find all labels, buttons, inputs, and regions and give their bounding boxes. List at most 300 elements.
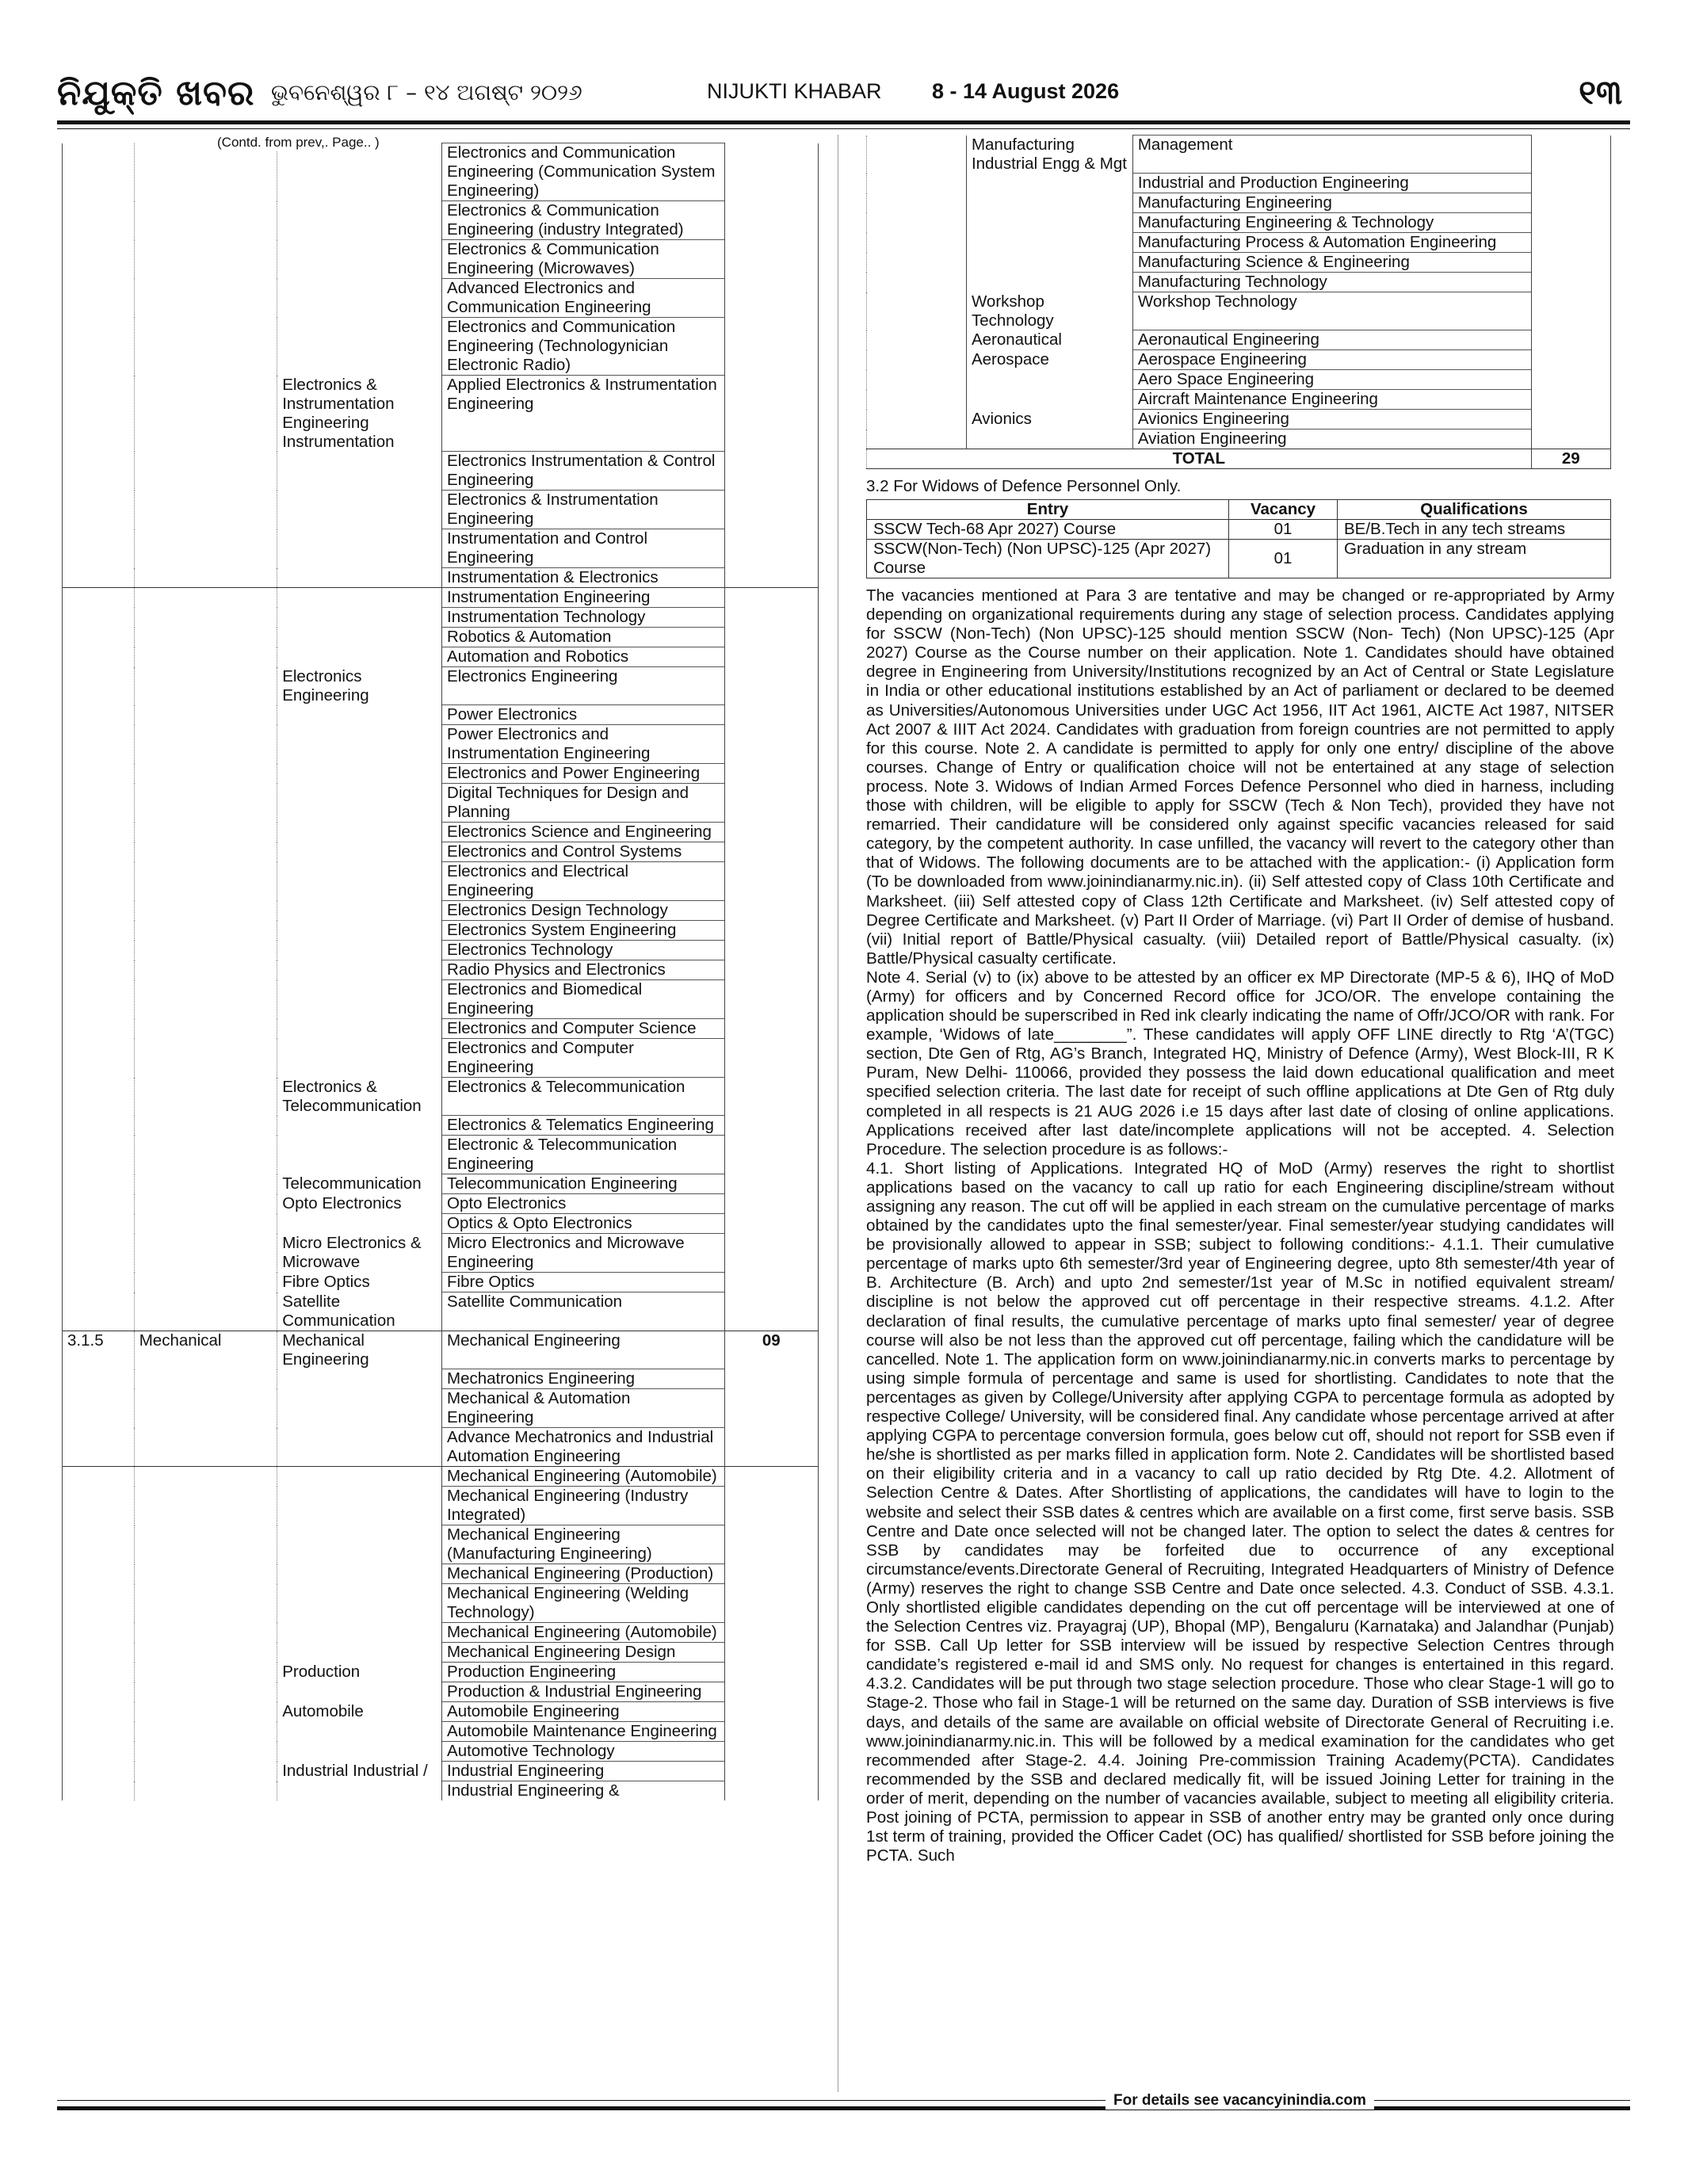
edition-date: 8 - 14 August 2026: [932, 79, 1120, 103]
serial-cell: [63, 1722, 135, 1742]
page-number: ୧୩: [1579, 73, 1622, 112]
stream-cell: [277, 201, 442, 240]
qualification-cell: Manufacturing Process & Automation Engineering: [1132, 233, 1531, 253]
table-row: [63, 376, 819, 452]
newspaper-name: NIJUKTI KHABAR: [707, 79, 882, 103]
vacancy-cell: [724, 1273, 818, 1292]
qualification-cell: Radio Physics and Electronics: [442, 960, 725, 980]
entry-cell: [134, 568, 277, 588]
qualification-cell: Aircraft Maintenance Engineering: [1132, 390, 1531, 410]
blank-cell: [867, 350, 967, 370]
paragraph: 4.1. Short listing of Applications. Integrated HQ of MoD (Army) reserves the right to shortlist applications based on the vacancy to call up ratio for each Engineering discipline/stream without assigning any reason. The cut off will be applied in each stream on the cumulative percentage of marks obtained by the candidates upto the final semester/year. Final semester/year studying candidates will be provisionally allowed to appear in SSB; subject to following conditions:- 4.1.1. Their cumulative percentage of marks upto 6th semester/3rd year of Engineering degree, upto 8th semester/4th year of B. Architecture (B. Arch) and upto 2nd semester/1st year of M.Sc in notified equivalent stream/ discipline is not below the approved cut off percentage in their respective streams. 4.1.2. After declaration of final results, the cumulative percentage of marks upto final semester/ year of degree course will also be not less than the approved cut off percentage, failing which the candidature will be cancelled. Note 1. The application form on www.joinindianarmy.nic.in converts marks to percentage by using simple formula of percentage and same is used for shortlisting. Candidates to note that the percentages as given by College/University after applying CGPA to percentage formula as adopted by respective College/ University, will be considered final. Any candidate whose percentage arrived at after applying CGPA to percentage conversion formula, goes below cut off, should not report for SSB even if he/she is shortlisted as per marks filled in application form. Note 2. Candidates will be shortlisted based on their eligibility criteria and in a vacancy to call up ratio decided by Rtg Dte. 4.2. Allotment of Selection Centre & Dates. After Shortlisting of applications, the candidates will have to login to the website and select their SSB dates & centres which are available on a first come, first serve basis. SSB Centre and Date once selected will not be changed later. The option to select the dates & centres for SSB by candidates may be forfeited due to occurrence of any exceptional circumstance/events.Directorate General of Recruiting, Integrated Headquarters of Ministry of Defence (Army) reserves the right to change SSB Centre and Date once selected. 4.3. Conduct of SSB. 4.3.1. Only shortlisted eligible candidates depending on the cut off percentage will be interviewed at one of the Selection Centres viz. Prayagraj (UP), Bhopal (MP), Bengaluru (Karnataka) and Jalandhar (Punjab) for SSB. Call Up letter for SSB interview will be issued by respective Selection Centres through candidate’s registered e-mail id and SMS only. No request for changes is entertained in this regard. 4.3.2. Candidates will be put through two stage selection procedure. Those who clear Stage-1 will go to Stage-2. Those who fail in Stage-1 will be returned on the same day. Duration of SSB interviews is five days, and details of the same are available on official website of Directorate General of Recruiting i.e. www.joinindianarmy.nic.in. This will be followed by a medical examination for the candidates who get recommended after Stage-2. 4.4. Joining Pre-commission Training Academy(PCTA). Candidates recommended by the SSB and declared medically fit, will be issued Joining Letter for training in the order of merit, depending on the number of vacancies available, subject to meeting all eligibility criteria. Post joining of PCTA, permission to appear in SSB of another entry may be granted only once during 1st term of training, provided the Officer Cadet (OC) has qualified/ shortlisted for SSB before joining the PCTA. Such: [866, 1159, 1614, 1865]
table-row: [63, 667, 819, 705]
table-row: [63, 1019, 819, 1039]
qualification-cell: Automobile Maintenance Engineering: [442, 1722, 725, 1742]
table-row: [63, 941, 819, 960]
table-row: [63, 1722, 819, 1742]
qualification-cell: Aero Space Engineering: [1132, 370, 1531, 390]
vacancy-cell: [1531, 213, 1610, 233]
vacancy-cell: [724, 568, 818, 588]
qualification-cell: Power Electronics and Instrumentation Engineering: [442, 725, 725, 764]
vacancy-cell: [724, 1722, 818, 1742]
serial-cell: [63, 491, 135, 529]
masthead: [57, 73, 1630, 119]
header-rule-thin: [57, 128, 1630, 129]
stream-cell: [277, 1643, 442, 1663]
entry-cell: [134, 1292, 277, 1331]
vacancy-cell: [724, 628, 818, 647]
blank-cell: [867, 174, 967, 193]
entry-cell: [134, 921, 277, 941]
entry-cell: [134, 1663, 277, 1682]
vacancy-cell: [724, 1078, 818, 1116]
entry-cell: [134, 628, 277, 647]
stream-cell: [277, 725, 442, 764]
vacancy-cell: [724, 725, 818, 764]
qualification-cell: Advanced Electronics and Communication Engineering: [442, 279, 725, 318]
stream-cell: [277, 901, 442, 921]
table-row: [63, 1292, 819, 1331]
footer-rule-thick: [57, 2106, 1630, 2110]
vacancy-cell: [724, 201, 818, 240]
qualification-cell: Electronics and Communication Engineering (Technologynician Electronic Radio): [442, 318, 725, 376]
table-row: [63, 862, 819, 901]
vacancy-cell: [724, 784, 818, 823]
stream-cell: [277, 143, 442, 201]
serial-cell: [63, 1019, 135, 1039]
table-row: [63, 452, 819, 491]
qualification-cell: Electronics & Telematics Engineering: [442, 1116, 725, 1136]
serial-cell: [63, 941, 135, 960]
entry-cell: [134, 1136, 277, 1174]
vacancy-cell: [724, 1742, 818, 1762]
vacancy-cell: [1531, 193, 1610, 213]
stream-cell: Electronics & Instrumentation Engineering Instrumentation: [277, 376, 442, 452]
entry-cell: Mechanical: [134, 1331, 277, 1369]
stream-cell: [277, 318, 442, 376]
entry-cell: [134, 240, 277, 279]
stream-cell: [277, 568, 442, 588]
entry-cell: [134, 1702, 277, 1722]
entry-cell: [134, 201, 277, 240]
serial-cell: [63, 143, 135, 201]
qualification-cell: Manufacturing Technology: [1132, 273, 1531, 292]
vacancy-cell: [724, 1389, 818, 1428]
table-row: [63, 960, 819, 980]
entry-cell: [134, 318, 277, 376]
odia-dateline: ଭୁବନେଶ୍ୱର ୮ – ୧୪ ଅଗଷ୍ଟ ୨୦୨୬: [271, 79, 582, 105]
entry-cell: [134, 1525, 277, 1564]
qualification-cell: Electronics and Computer Engineering: [442, 1039, 725, 1078]
serial-cell: [63, 1039, 135, 1078]
serial-cell: [63, 588, 135, 608]
discipline-table: [62, 143, 819, 1800]
serial-cell: [63, 1682, 135, 1702]
entry-cell: [134, 1742, 277, 1762]
vacancy-cell: [724, 376, 818, 452]
vacancy-cell: [724, 705, 818, 725]
serial-cell: [63, 1467, 135, 1487]
table-row: [63, 1487, 819, 1525]
serial-cell: [63, 901, 135, 921]
stream-cell: Industrial Industrial /: [277, 1762, 442, 1781]
qualification-cell: Electronics and Computer Science: [442, 1019, 725, 1039]
serial-cell: [63, 1194, 135, 1214]
blank-cell: [867, 430, 967, 449]
vacancy-cell: [1531, 136, 1610, 174]
stream-cell: Mechanical Engineering: [277, 1331, 442, 1369]
vacancy-cell: [1531, 430, 1610, 449]
table-row: [63, 764, 819, 784]
serial-cell: [63, 980, 135, 1019]
entry-cell: [134, 1762, 277, 1781]
serial-cell: [63, 1174, 135, 1194]
stream-cell: [277, 279, 442, 318]
vacancy-cell: [724, 1174, 818, 1194]
serial-cell: [63, 1273, 135, 1292]
blank-cell: [867, 136, 967, 174]
vacancy-cell: [724, 1019, 818, 1039]
paragraph: The vacancies mentioned at Para 3 are tentative and may be changed or re-appropriated by Army depending on organizational requirements during any stage of selection process. Candidates applying for SSCW (Non-Tech) (Non UPSC)-125 should mention SSCW (Non- Tech) (Non UPSC)-125 (Apr 2027) Course as the Course number on their application. Note 1. Candidates should have obtained degree in Engineering from University/Institutions recognized by an Act of Central or State Legislature in India or other educational institutions established by an Act of parliament or declared to be deemed as Universities/Autonomous Universities under UGC Act 1956, IIT Act 1961, AICTE Act 1987, NITSER Act 2007 & IIIT Act 2024. Candidates with graduation from foreign countries are not permitted to apply for this course. Note 2. A candidate is permitted to apply for only one entry/ discipline of the above courses. Change of Entry or qualification choice will not be entertained at any stage of selection process. Note 3. Widows of Indian Armed Forces Defence Personnel who died in harness, including those with children, will be eligible to apply for SSCW (Tech & Non Tech), provided they have not remarried. Their candidature will be considered only against specific vacancies released for said category, by the competent authority. In case unfilled, the vacancy will revert to the category other than that of Widows. The following documents are to be attached with the application:- (i) Application form (To be downloaded from www.joinindianarmy.nic.in). (ii) Self attested copy of Class 10th Certificate and Marksheet. (iii) Self attested copy of Class 12th Certificate and Marksheet. (iv) Self attested copy of Degree Certificate and Marksheet. (v) Part II Order of Marriage. (vi) Part II Order of demise of husband. (vii) Initial report of Battle/Physical casualty. (viii) Detailed report of Battle/Physical casualty. (ix) Battle/Physical casualty certificate.: [866, 586, 1614, 968]
total-value: 29: [1531, 449, 1610, 469]
qualification-cell: Electronics and Communication Engineering (Communication System Engineering): [442, 143, 725, 201]
qualification-cell: Electronic & Telecommunication Engineering: [442, 1136, 725, 1174]
qualification-cell: Electronics Technology: [442, 941, 725, 960]
table-row: [63, 628, 819, 647]
serial-cell: [63, 1742, 135, 1762]
stream-cell: [966, 370, 1132, 390]
stream-cell: [277, 1467, 442, 1487]
table-row: [63, 842, 819, 862]
widows-header-vacancy: Vacancy: [1229, 500, 1338, 520]
stream-cell: [966, 193, 1132, 213]
qualification-cell: Electronics & Communication Engineering (Microwaves): [442, 240, 725, 279]
widows-entry: SSCW Tech-68 Apr 2027) Course: [867, 520, 1229, 540]
vacancy-cell: [724, 1762, 818, 1781]
stream-cell: [966, 233, 1132, 253]
widows-vacancy: 01: [1229, 540, 1338, 578]
table-row: [63, 901, 819, 921]
table-row: [63, 705, 819, 725]
qualification-cell: Electronics Engineering: [442, 667, 725, 705]
table-row: [63, 1467, 819, 1487]
table-row: [867, 193, 1611, 213]
widows-entry: SSCW(Non-Tech) (Non UPSC)-125 (Apr 2027) Course: [867, 540, 1229, 578]
qualification-cell: Industrial Engineering: [442, 1762, 725, 1781]
entry-cell: [134, 1722, 277, 1742]
entry-cell: [134, 1039, 277, 1078]
qualification-cell: Aviation Engineering: [1132, 430, 1531, 449]
entry-cell: [134, 941, 277, 960]
table-row: [63, 1781, 819, 1801]
vacancy-cell: [724, 1428, 818, 1467]
vacancy-cell: [724, 1525, 818, 1564]
serial-cell: [63, 1078, 135, 1116]
entry-cell: [134, 452, 277, 491]
blank-cell: [867, 330, 967, 350]
blank-cell: [867, 370, 967, 390]
table-row: [867, 233, 1611, 253]
vacancy-cell: [1531, 390, 1610, 410]
stream-cell: Telecommunication: [277, 1174, 442, 1194]
qualification-cell: Automobile Engineering: [442, 1702, 725, 1722]
stream-cell: [277, 1525, 442, 1564]
widows-header-entry: Entry: [867, 500, 1229, 520]
vacancy-cell: [1531, 370, 1610, 390]
table-row: [63, 1039, 819, 1078]
entry-cell: [134, 764, 277, 784]
vacancy-cell: [724, 823, 818, 842]
table-row: [63, 1214, 819, 1234]
stream-cell: [277, 1369, 442, 1389]
vacancy-cell: [724, 1039, 818, 1078]
entry-cell: [134, 279, 277, 318]
footer-rule: [57, 2100, 1630, 2101]
table-row: [63, 240, 819, 279]
serial-cell: [63, 1136, 135, 1174]
stream-cell: [277, 529, 442, 568]
stream-cell: [277, 608, 442, 628]
stream-cell: [277, 647, 442, 667]
total-label: TOTAL: [867, 449, 1532, 469]
serial-cell: [63, 1389, 135, 1428]
stream-cell: Aeronautical: [966, 330, 1132, 350]
vacancy-cell: [724, 1781, 818, 1801]
entry-cell: [134, 667, 277, 705]
vacancy-cell: [1531, 410, 1610, 430]
serial-cell: [63, 764, 135, 784]
serial-cell: [63, 1643, 135, 1663]
article-body: [866, 586, 1614, 1865]
stream-cell: Fibre Optics: [277, 1273, 442, 1292]
qualification-cell: Automotive Technology: [442, 1742, 725, 1762]
serial-cell: [63, 960, 135, 980]
entry-cell: [134, 1234, 277, 1273]
serial-cell: [63, 1762, 135, 1781]
vacancy-cell: [724, 279, 818, 318]
stream-cell: [277, 240, 442, 279]
entry-cell: [134, 842, 277, 862]
widows-heading: 3.2 For Widows of Defence Personnel Only.: [866, 477, 1182, 495]
entry-cell: [134, 1643, 277, 1663]
qualification-cell: Electronics & Instrumentation Engineering: [442, 491, 725, 529]
entry-cell: [134, 491, 277, 529]
qualification-cell: Mechatronics Engineering: [442, 1369, 725, 1389]
vacancy-cell: [724, 1116, 818, 1136]
qualification-cell: Electronics Science and Engineering: [442, 823, 725, 842]
qualification-cell: Electronics and Electrical Engineering: [442, 862, 725, 901]
widows-qualification: Graduation in any stream: [1338, 540, 1611, 578]
serial-cell: [63, 647, 135, 667]
vacancy-cell: [724, 764, 818, 784]
table-row: [63, 784, 819, 823]
stream-cell: Micro Electronics & Microwave: [277, 1234, 442, 1273]
vacancy-cell: [724, 1584, 818, 1623]
stream-cell: [277, 491, 442, 529]
stream-cell: [966, 430, 1132, 449]
serial-cell: [63, 376, 135, 452]
qualification-cell: Micro Electronics and Microwave Engineering: [442, 1234, 725, 1273]
stream-cell: [277, 1584, 442, 1623]
table-row: [63, 1331, 819, 1369]
serial-cell: [63, 1781, 135, 1801]
table-row: [867, 273, 1611, 292]
entry-cell: [134, 901, 277, 921]
entry-cell: [134, 823, 277, 842]
table-row: [867, 370, 1611, 390]
stream-cell: [277, 862, 442, 901]
entry-cell: [134, 784, 277, 823]
table-row: [63, 823, 819, 842]
table-row: [63, 588, 819, 608]
blank-cell: [867, 410, 967, 430]
stream-cell: [277, 628, 442, 647]
table-row: [63, 1194, 819, 1214]
entry-cell: [134, 1682, 277, 1702]
vacancy-cell: [724, 901, 818, 921]
vacancy-cell: [724, 143, 818, 201]
qualification-cell: Electronics System Engineering: [442, 921, 725, 941]
entry-cell: [134, 376, 277, 452]
vacancy-cell: [1531, 292, 1610, 330]
vacancy-cell: [724, 667, 818, 705]
table-row: [867, 213, 1611, 233]
serial-cell: [63, 823, 135, 842]
table-row: [63, 1643, 819, 1663]
stream-cell: [277, 1039, 442, 1078]
qualification-cell: Mechanical Engineering (Manufacturing Engineering): [442, 1525, 725, 1564]
entry-cell: [134, 1019, 277, 1039]
serial-cell: 3.1.5: [63, 1331, 135, 1369]
entry-cell: [134, 1369, 277, 1389]
stream-cell: [277, 941, 442, 960]
table-row: [63, 1234, 819, 1273]
stream-cell: [966, 390, 1132, 410]
entry-cell: [134, 980, 277, 1019]
table-row: [63, 608, 819, 628]
qualification-cell: Mechanical Engineering: [442, 1331, 725, 1369]
vacancy-cell: [724, 1214, 818, 1234]
entry-cell: [134, 1389, 277, 1428]
entry-cell: [134, 588, 277, 608]
vacancy-cell: [724, 1234, 818, 1273]
qualification-cell: Electronics and Power Engineering: [442, 764, 725, 784]
qualification-cell: Electronics & Telecommunication: [442, 1078, 725, 1116]
entry-cell: [134, 1078, 277, 1116]
stream-cell: [277, 1742, 442, 1762]
table-row: [867, 330, 1611, 350]
vacancy-cell: [724, 608, 818, 628]
vacancy-cell: [724, 529, 818, 568]
vacancy-cell: [724, 921, 818, 941]
table-row: [867, 430, 1611, 449]
footer-note: For details see vacancyinindia.com: [1105, 2092, 1374, 2110]
table-row: [63, 921, 819, 941]
left-column: [62, 135, 819, 2096]
continued-note: (Contd. from prev,. Page.. ): [212, 135, 384, 151]
stream-cell: [277, 784, 442, 823]
stream-cell: [277, 1722, 442, 1742]
serial-cell: [63, 667, 135, 705]
stream-cell: Production: [277, 1663, 442, 1682]
qualification-cell: Industrial Engineering &: [442, 1781, 725, 1801]
qualification-cell: Industrial and Production Engineering: [1132, 174, 1531, 193]
table-row: [63, 1428, 819, 1467]
table-row: [63, 1762, 819, 1781]
entry-cell: [134, 1174, 277, 1194]
qualification-cell: Mechanical Engineering (Welding Technology): [442, 1584, 725, 1623]
vacancy-cell: [1531, 253, 1610, 273]
serial-cell: [63, 318, 135, 376]
blank-cell: [867, 193, 967, 213]
table-row: [63, 1369, 819, 1389]
table-row: [63, 1682, 819, 1702]
table-row: [63, 980, 819, 1019]
stream-cell: [277, 1214, 442, 1234]
vacancy-cell: [1531, 233, 1610, 253]
table-row: [63, 725, 819, 764]
table-row: [63, 1078, 819, 1116]
stream-cell: [277, 1487, 442, 1525]
stream-cell: Manufacturing Industrial Engg & Mgt: [966, 136, 1132, 174]
table-row: [63, 1136, 819, 1174]
stream-cell: Electronics & Telecommunication: [277, 1078, 442, 1116]
entry-cell: [134, 1194, 277, 1214]
blank-cell: [867, 390, 967, 410]
widows-qualification: BE/B.Tech in any tech streams: [1338, 520, 1611, 540]
qualification-cell: Applied Electronics & Instrumentation Engineering: [442, 376, 725, 452]
qualification-cell: Aeronautical Engineering: [1132, 330, 1531, 350]
stream-cell: Opto Electronics: [277, 1194, 442, 1214]
serial-cell: [63, 1116, 135, 1136]
serial-cell: [63, 784, 135, 823]
serial-cell: [63, 608, 135, 628]
qualification-cell: Mechanical & Automation Engineering: [442, 1389, 725, 1428]
table-row: [63, 1174, 819, 1194]
stream-cell: Aerospace: [966, 350, 1132, 370]
table-row: [63, 568, 819, 588]
stream-cell: [277, 1019, 442, 1039]
stream-cell: [277, 1623, 442, 1643]
stream-cell: [966, 174, 1132, 193]
serial-cell: [63, 279, 135, 318]
qualification-cell: Telecommunication Engineering: [442, 1174, 725, 1194]
vacancy-cell: [724, 1623, 818, 1643]
stream-cell: Avionics: [966, 410, 1132, 430]
vacancy-cell: [724, 1663, 818, 1682]
qualification-cell: Mechanical Engineering (Automobile): [442, 1623, 725, 1643]
vacancy-cell: [724, 318, 818, 376]
serial-cell: [63, 240, 135, 279]
vacancy-cell: [724, 1194, 818, 1214]
entry-cell: [134, 1116, 277, 1136]
serial-cell: [63, 921, 135, 941]
right-column: [860, 135, 1621, 2096]
serial-cell: [63, 628, 135, 647]
stream-cell: [277, 960, 442, 980]
table-row: [867, 540, 1611, 578]
serial-cell: [63, 1702, 135, 1722]
vacancy-cell: [724, 960, 818, 980]
qualification-cell: Fibre Optics: [442, 1273, 725, 1292]
qualification-cell: Production Engineering: [442, 1663, 725, 1682]
qualification-cell: Digital Techniques for Design and Planning: [442, 784, 725, 823]
table-row: [63, 647, 819, 667]
qualification-cell: Mechanical Engineering (Production): [442, 1564, 725, 1584]
qualification-cell: Optics & Opto Electronics: [442, 1214, 725, 1234]
serial-cell: [63, 1234, 135, 1273]
entry-cell: [134, 862, 277, 901]
